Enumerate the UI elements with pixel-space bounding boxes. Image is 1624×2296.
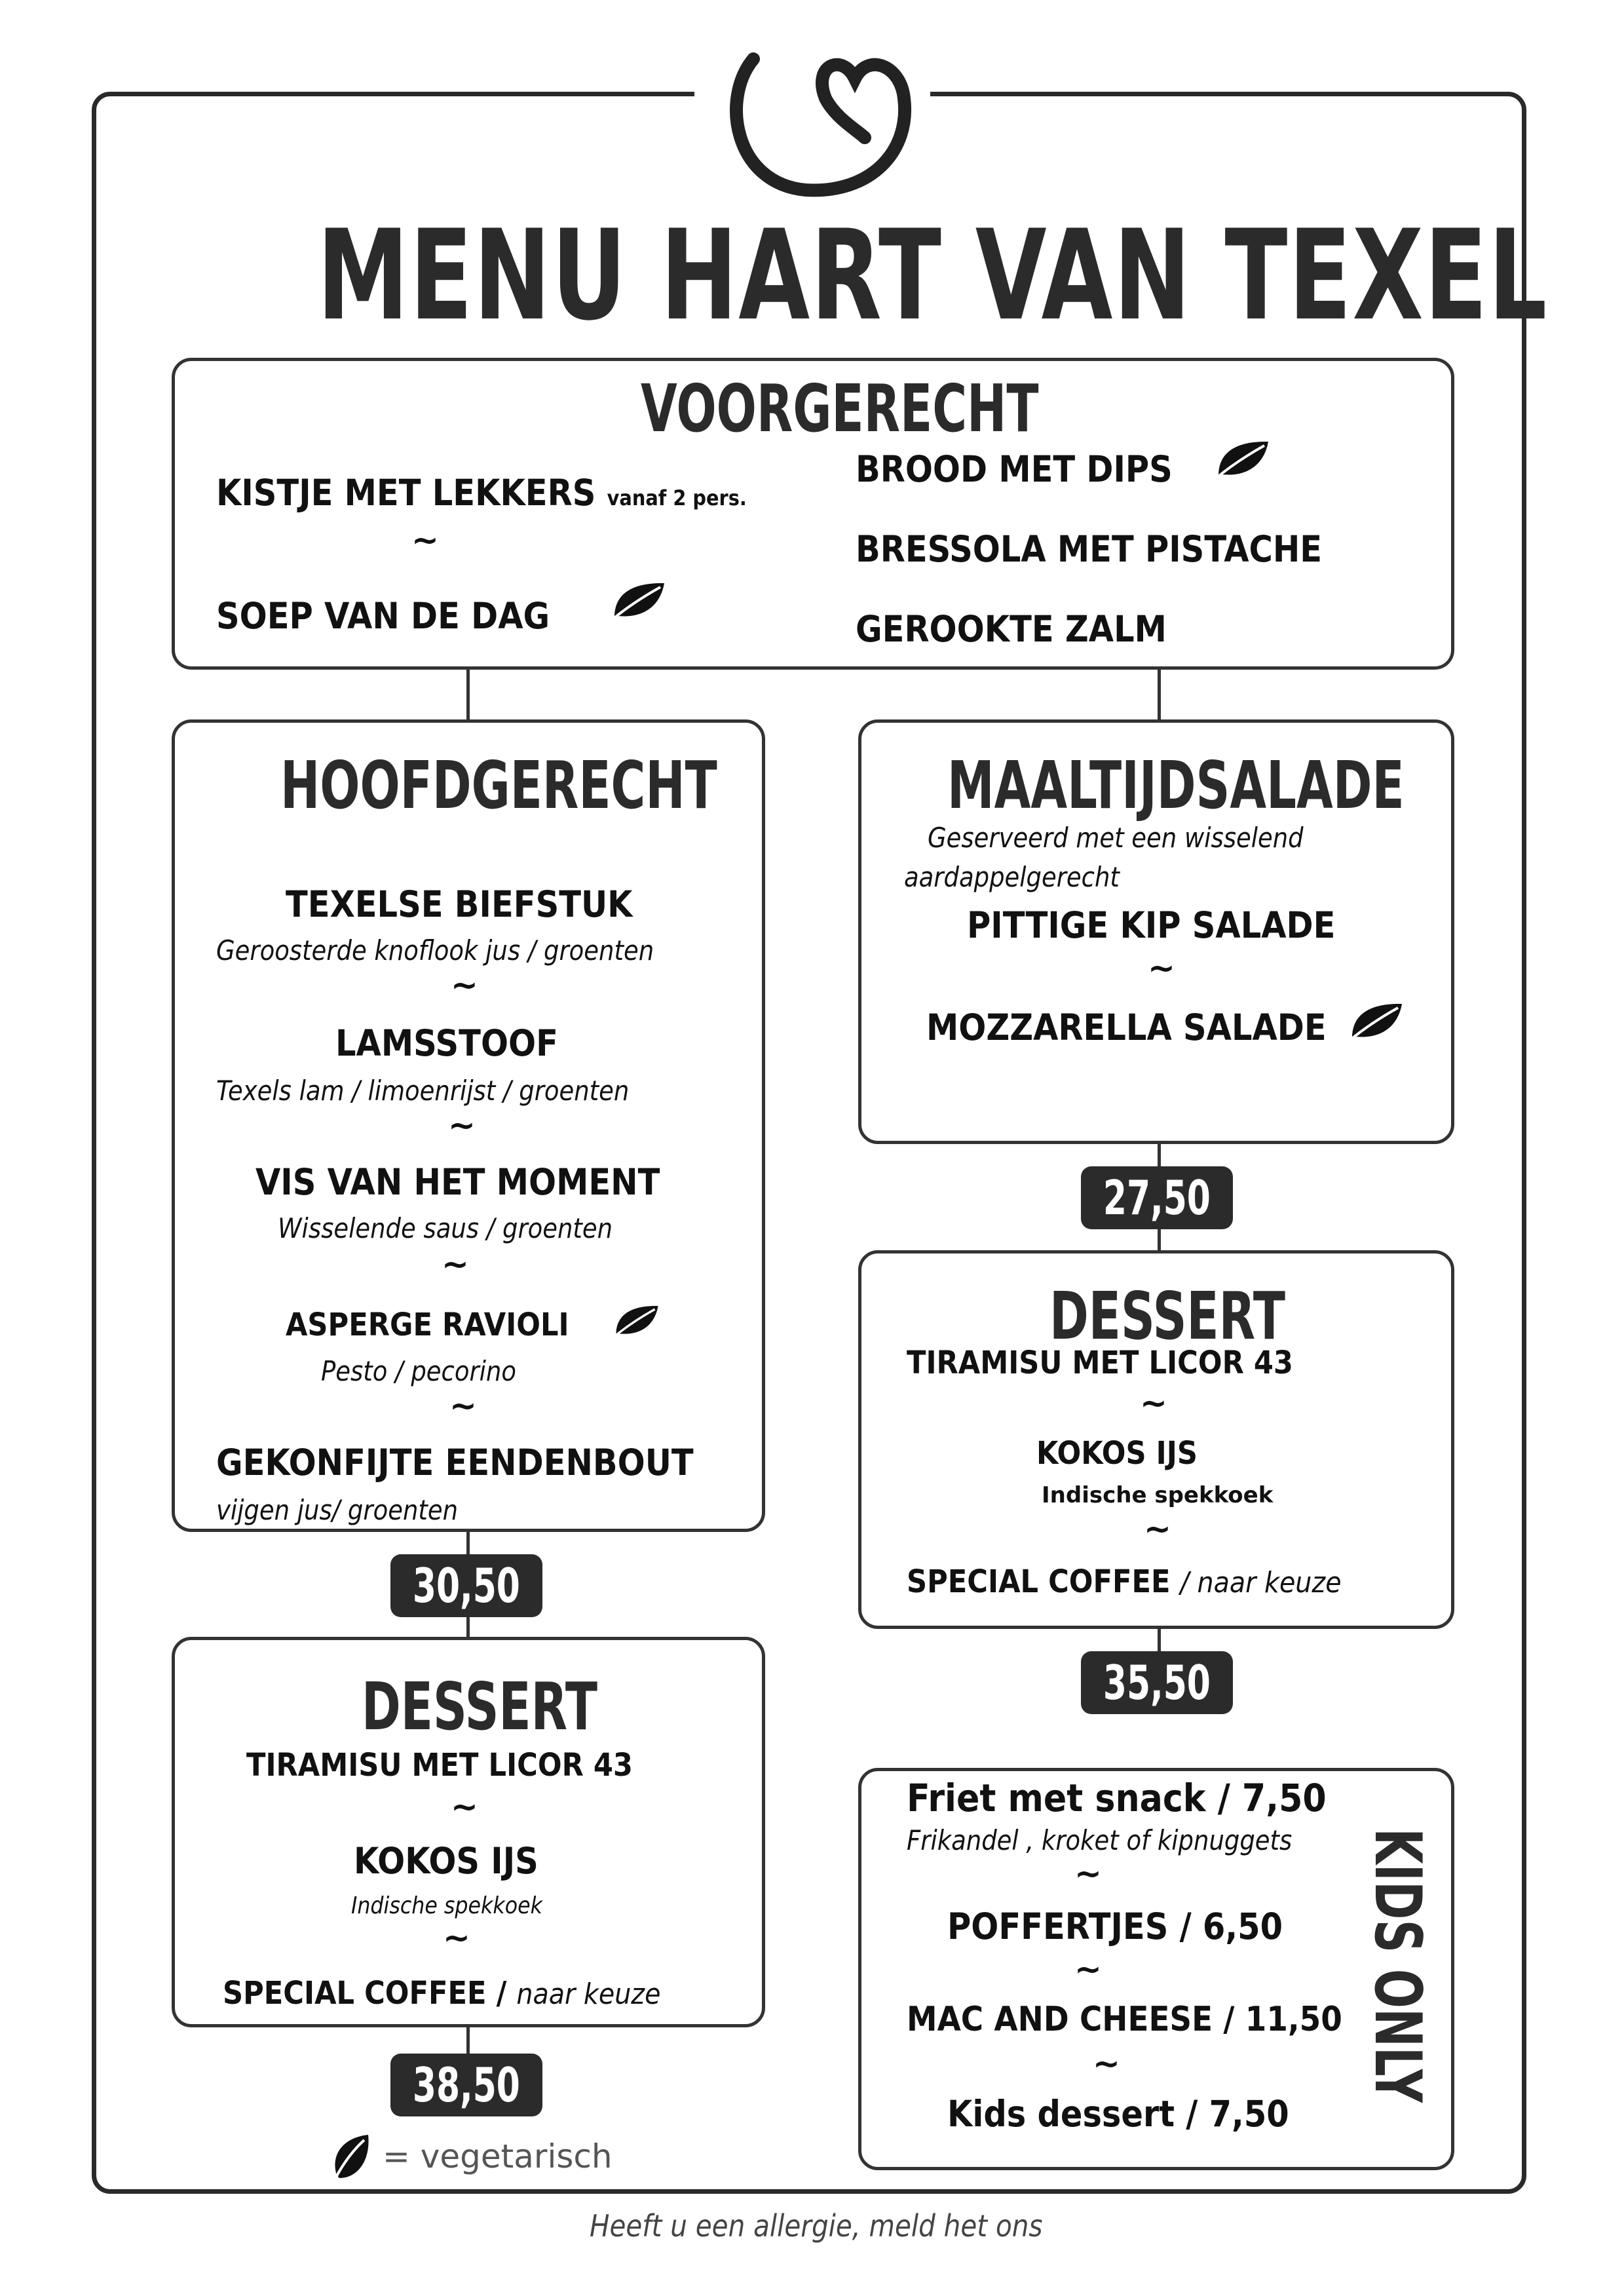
menu-item-special-coffee: SPECIAL COFFEE / naar keuze bbox=[223, 1975, 661, 2012]
menu-item-zalm: GEROOKTE ZALM bbox=[856, 608, 1167, 650]
menu-item-special-coffee: SPECIAL COFFEE / naar keuze bbox=[907, 1563, 1342, 1600]
menu-item-desc: Wisselende saus / groenten bbox=[278, 1212, 613, 1244]
menu-item-kip-salade: PITTIGE KIP SALADE bbox=[967, 904, 1336, 946]
menu-item-ravioli: ASPERGE RAVIOLI bbox=[286, 1307, 569, 1343]
menu-item-vis: VIS VAN HET MOMENT bbox=[255, 1161, 660, 1203]
dessert-right-title: DESSERT bbox=[1049, 1278, 1285, 1354]
kids-item-desc: Frikandel , kroket of kipnuggets bbox=[907, 1824, 1293, 1856]
menu-item-tiramisu: TIRAMISU MET LICOR 43 bbox=[907, 1345, 1293, 1381]
leaf-icon bbox=[1346, 1000, 1405, 1042]
connector bbox=[466, 1532, 470, 1556]
separator: ~ bbox=[1144, 1510, 1171, 1548]
separator: ~ bbox=[443, 1919, 470, 1957]
kids-item-friet: Friet met snack / 7,50 bbox=[907, 1776, 1327, 1820]
kids-item-mac-cheese: MAC AND CHEESE / 11,50 bbox=[907, 2000, 1342, 2039]
menu-item-soep: SOEP VAN DE DAG bbox=[216, 595, 550, 637]
hoofdgerecht-title: HOOFDGERECHT bbox=[280, 747, 717, 824]
heart-logo-icon bbox=[694, 39, 943, 203]
menu-item-eendenbout: GEKONFIJTE EENDENBOUT bbox=[216, 1442, 694, 1483]
leaf-icon bbox=[1212, 438, 1271, 480]
maaltijdsalade-title: MAALTIJDSALADE bbox=[947, 747, 1405, 824]
separator: ~ bbox=[1093, 2044, 1120, 2082]
kids-only-label: KIDS ONLY bbox=[1360, 1828, 1435, 2103]
separator: ~ bbox=[1140, 1384, 1167, 1422]
price-badge: 35,50 bbox=[1081, 1651, 1233, 1714]
kids-item-poffertjes: POFFERTJES / 6,50 bbox=[947, 1905, 1283, 1947]
separator: ~ bbox=[449, 1387, 477, 1425]
connector bbox=[466, 2027, 470, 2055]
connector bbox=[1158, 670, 1161, 719]
menu-item-lamsstoof: LAMSSTOOF bbox=[335, 1022, 558, 1064]
leaf-icon bbox=[609, 1303, 662, 1338]
separator: ~ bbox=[448, 1106, 476, 1144]
menu-item-desc: Indische spekkoek bbox=[1042, 1482, 1274, 1508]
connector bbox=[1158, 1229, 1161, 1252]
menu-item-desc: Texels lam / limoenrijst / groenten bbox=[216, 1075, 630, 1107]
legend-text: = vegetarisch bbox=[383, 2137, 613, 2175]
salade-desc: Geserveerd met een wisselend bbox=[928, 822, 1304, 854]
connector bbox=[466, 670, 470, 719]
voorgerecht-title: VOORGERECHT bbox=[641, 370, 1039, 447]
menu-item-biefstuk: TEXELSE BIEFSTUK bbox=[286, 883, 633, 925]
separator: ~ bbox=[411, 521, 439, 559]
menu-item-desc: Pesto / pecorino bbox=[321, 1355, 516, 1387]
price-badge: 38,50 bbox=[390, 2054, 542, 2116]
separator: ~ bbox=[442, 1245, 469, 1283]
menu-title: MENU HART VAN TEXEL bbox=[317, 203, 1548, 348]
separator: ~ bbox=[1074, 1950, 1102, 1988]
menu-item-desc: vijgen jus/ groenten bbox=[216, 1494, 459, 1526]
leaf-icon bbox=[328, 2132, 372, 2185]
menu-item-tiramisu: TIRAMISU MET LICOR 43 bbox=[246, 1747, 633, 1784]
menu-item-desc: Indische spekkoek bbox=[351, 1892, 542, 1919]
price-badge: 30,50 bbox=[390, 1554, 542, 1617]
allergy-footer: Heeft u een allergie, meld het ons bbox=[590, 2208, 1043, 2244]
separator: ~ bbox=[451, 1788, 478, 1826]
menu-item-bressola: BRESSOLA MET PISTACHE bbox=[856, 528, 1323, 570]
dessert-left-title: DESSERT bbox=[362, 1668, 597, 1745]
connector bbox=[466, 1617, 470, 1637]
menu-item-desc: Geroosterde knoflook jus / groenten bbox=[216, 934, 654, 966]
connector bbox=[1158, 1144, 1161, 1168]
menu-item-kistje: KISTJE MET LEKKERS vanaf 2 pers. bbox=[216, 472, 747, 514]
separator: ~ bbox=[451, 966, 478, 1004]
price-badge: 27,50 bbox=[1081, 1166, 1233, 1229]
salade-desc: aardappelgerecht bbox=[904, 861, 1120, 893]
menu-item-kokos-ijs: KOKOS IJS bbox=[1036, 1435, 1198, 1472]
menu-item-brood: BROOD MET DIPS bbox=[856, 448, 1173, 490]
separator: ~ bbox=[1148, 949, 1175, 987]
menu-item-mozzarella: MOZZARELLA SALADE bbox=[926, 1006, 1327, 1048]
connector bbox=[1158, 1629, 1161, 1653]
menu-item-kokos-ijs: KOKOS IJS bbox=[354, 1840, 538, 1882]
kids-item-dessert: Kids dessert / 7,50 bbox=[947, 2093, 1289, 2135]
separator: ~ bbox=[1074, 1854, 1102, 1892]
leaf-icon bbox=[608, 579, 667, 621]
